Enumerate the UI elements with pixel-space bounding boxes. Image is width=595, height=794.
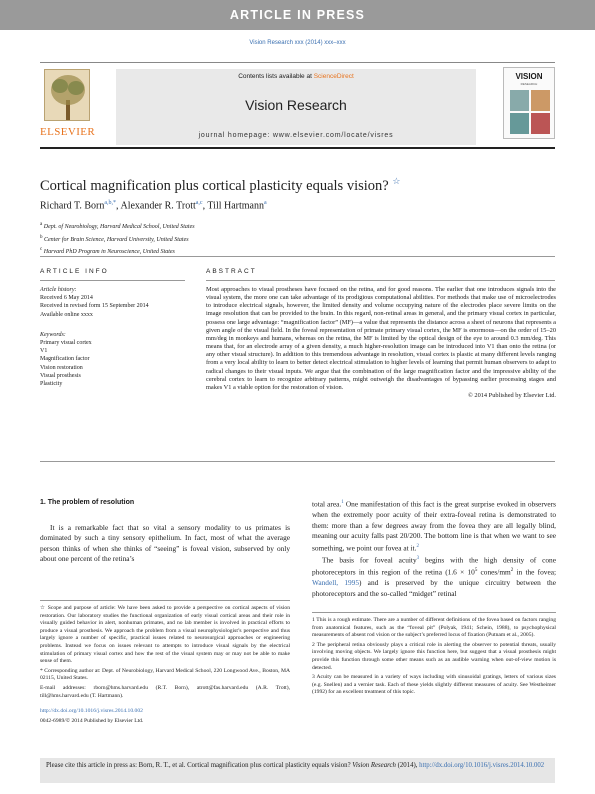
banner-text: ARTICLE IN PRESS: [229, 8, 366, 22]
keyword: Magnification factor: [40, 356, 90, 363]
footnote-ref[interactable]: 1: [341, 500, 344, 505]
article-title-text: Cortical magnification plus cortical plasticity equals vision?: [40, 177, 389, 194]
journal-cover-thumbnail[interactable]: [503, 67, 555, 139]
footnote: 1 This is a rough estimate. There are a number of different definitions of the fovea based on factors ranging from anatomical features, such as the “foveal pit” (Polyak, 1941; Schein, 1988), to psychophysical measurements of absent rod vision or the subject’s preferred locus of fixation (Putnam et al., 2005).: [312, 612, 556, 640]
keyword: Plasticity: [40, 381, 63, 388]
footnotes-left: [40, 600, 290, 727]
journal-name: Vision Research: [245, 97, 347, 113]
affiliation: $^a$ Dept. of Neurobiology, Harvard Medical School, United States: [40, 222, 195, 230]
abstract: [206, 286, 556, 400]
section-heading: 1. The problem of resolution: [40, 499, 135, 506]
history-item: Received 6 May 2014: [40, 295, 93, 302]
cover-image: [510, 90, 550, 134]
contents-line: [116, 73, 476, 80]
journal-homepage: [116, 132, 476, 139]
affiliations: [40, 220, 195, 258]
masthead-rule: [40, 147, 555, 149]
elsevier-logo[interactable]: [40, 69, 94, 139]
abstract-heading: ABSTRACT: [206, 268, 257, 275]
body-paragraph: The basis for foveal acuity$^3$ begins with the high density of cone photoreceptors in this region of the retina ($1.6 \times 10^5$ cones/$mm^2$ in the fovea; Wandell, 1995) and is preserved by the unique circuitry between the photoreceptors and the so-called “midget” retinal: [312, 555, 557, 598]
homepage-link[interactable]: www.elsevier.com/locate/visres: [272, 132, 394, 139]
sciencedirect-link[interactable]: ScienceDirect: [313, 73, 354, 80]
article-info: [40, 286, 190, 388]
exponent: 2: [510, 567, 514, 573]
citation-box: [40, 758, 555, 783]
footnote: 2 The peripheral retina obviously plays a critical role in alerting the observer to potential threats, usually involving moving objects. We largely ignore this function here, but suggest that a visual prosthesis might provide this function through some other means such as an audible warning when out-of-view motion is detected.: [312, 641, 556, 671]
author-name: Till Hartmann: [207, 200, 264, 212]
keyword: Primary visual cortex: [40, 340, 92, 347]
footnote-ref[interactable]: 3: [416, 555, 420, 561]
body-column-left: [40, 498, 290, 565]
cite-journal: Vision Research: [352, 762, 396, 769]
title-footnote-mark[interactable]: ☆: [392, 176, 401, 186]
copyright: © 2014 Published by Elsevier Ltd.: [468, 392, 556, 400]
cite-prefix: Please cite this article in press as: Born, R. T., et al. Cortical magnification plus cortical plasticity equals vision?: [46, 762, 353, 769]
author-affil-ref[interactable]: a: [263, 200, 267, 206]
keywords-label: Keywords:: [40, 331, 66, 338]
footnote: 3 Acuity can be measured in a variety of ways including with sinusoidal gratings, letters of various sizes (e.g. Snellen) and a vernier task. Each of these yields slightly different measures of acuity. See Westheimer (1992) for an excellent treatment of this topic.: [312, 674, 556, 696]
cover-subtitle: RESEARCH: [520, 82, 538, 86]
author-affil-ref[interactable]: a,c: [195, 200, 203, 206]
footnote-ref[interactable]: 2: [416, 543, 419, 549]
contents-prefix: Contents lists available at: [238, 73, 314, 80]
article-title: [40, 176, 400, 195]
author-affil-ref[interactable]: a,b,*: [104, 200, 117, 206]
body-column-right: [312, 498, 556, 599]
affiliation: $^b$ Center for Brain Science, Harvard University, United States: [40, 234, 189, 243]
cover-title: VISION: [515, 72, 543, 81]
exponent: 5: [474, 567, 478, 573]
footnote: E-mail addresses: rborn@hms.harvard.edu (R.T. Born), atrott@fas.harvard.edu (A.R. Trott), till@hms.harvard.edu (T. Hartmann).: [40, 684, 290, 699]
divider: [40, 280, 185, 281]
cite-doi-link[interactable]: http://dx.doi.org/10.1016/j.visres.2014.10.002: [419, 762, 545, 769]
citation-link[interactable]: Wandell, 1995: [312, 577, 360, 587]
keyword: Vision restoration: [40, 364, 83, 371]
author-name: Richard T. Born: [40, 200, 105, 212]
body-paragraph: total area.$^1$ One manifestation of this fact is the great surprise evoked in observers when the extremely poor acuity of their extra-foveal retina is demonstrated to them: more than a few degrees away from the fovea they are all legally blind, meaning our acuity falls past 20/200. The bottom line is that when we want to see something, we point our fovea at it.$^2$: [312, 499, 556, 553]
author-list: Richard T. Born$^{a,b,*}$, Alexander R. Trott$^{a,c}$, Till Hartmann$^a$: [40, 200, 267, 212]
footnote: ☆ Scope and purpose of article: We have been asked to provide a perspective on cortical aspects of vision restoration. Our laboratory studies the functional organization of early visual cortical areas and their role in visually guided behavior in alert, nonhuman primates, and no lab member is involved in practical efforts to produce a visual prosthesis. We approach the problem from a visual neurophysiologist’s perspective and thus largely ignore a number of specific, practical issues related to neurosurgical approaches or engineering problems. Instead we focus on issues relevant to attempts to introduce visual signals by the electrical stimulation of primary visual cortex and how the rest of the visual system may or may not be able to make sense of them.: [40, 605, 290, 665]
masthead-center: [116, 69, 476, 145]
doi-link[interactable]: http://dx.doi.org/10.1016/j.visres.2014.10.002: [40, 708, 143, 715]
homepage-prefix: journal homepage:: [198, 132, 273, 139]
body-paragraph: It is a remarkable fact that so vital a sensory modality to us primates is dominated by such a tiny sensory epithelium. In fact, most of what the average person thinks of when she thinks of “seeing” is foveal vision, subserved by only about one percent of the retina’s: [40, 522, 290, 564]
issn-line: 0042-6989/© 2014 Published by Elsevier Ltd.: [40, 717, 144, 724]
cite-middle: (2014),: [395, 762, 420, 769]
history-item: Available online xxxx: [40, 311, 93, 318]
article-in-press-banner: [0, 0, 595, 30]
history-label: Article history:: [40, 287, 77, 293]
journal-citation[interactable]: Vision Research xxx (2014) xxx–xxx: [249, 40, 346, 46]
footnotes-right: [312, 612, 556, 699]
history-item: Received in revised form 15 September 2014: [40, 303, 149, 310]
abstract-text: Most approaches to visual prostheses have focused on the retina, and for good reasons. The earlier that one introduces signals into the visual system, the more one can take advantage of its prodigious computational abilities. For methods that make use of microelectrodes to introduce electrical signals, however, the limited density and volume occupying nature of the electrodes place severe limits on the image resolution that can be provided to the brain. In this regard, non-retinal areas in general, and the primary visual cortex in particular, possess one large advantage: “magnification factor” (MF)—a value that represents the distance across a sheet of neurons that represents a given angle of the visual field. In the foveal representation of primate primary visual cortex, the MF is enormous—on the order of 15–20 mm/deg in monkeys and humans, whereas on the retina, the MF is limited by the optical design of the eye to around 0.3 mm/deg. This means that, for an electrode array of a given density, a much higher-resolution image can be introduced into V1 than onto the retina (or any other visual structure). In addition to this tremendous advantage in resolution, visual cortex is plastic at many different levels ranging from a very local ability to learn to better detect electrical stimulation to higher levels of learning that permit human observers to adapt to radical changes to their visual inputs. We argue that the combination of the large magnification factor and the impressive ability of the cerebral cortex to learn to recognize arbitrary patterns, might outweigh the disadvantages of bypassing earlier processing stages and makes V1 a viable option for the restoration of vision.: [206, 286, 556, 391]
article-info-heading: ARTICLE INFO: [40, 268, 109, 275]
publisher-name: ELSEVIER: [40, 126, 96, 138]
divider: [40, 461, 555, 462]
elsevier-tree-icon: [44, 69, 90, 121]
divider: [206, 280, 555, 281]
keyword: V1: [40, 348, 48, 355]
footnote: * Corresponding author at: Dept. of Neurobiology, Harvard Medical School, 220 Longwood Ave., Boston, MA 02115, United States.: [40, 667, 290, 682]
author-name: Alexander R. Trott: [120, 200, 196, 212]
divider: [40, 256, 555, 257]
keyword: Visual prosthesis: [40, 372, 81, 379]
journal-masthead: [40, 62, 555, 146]
affiliation: $^c$ Harvard PhD Program in Neuroscience, United States: [40, 247, 175, 255]
